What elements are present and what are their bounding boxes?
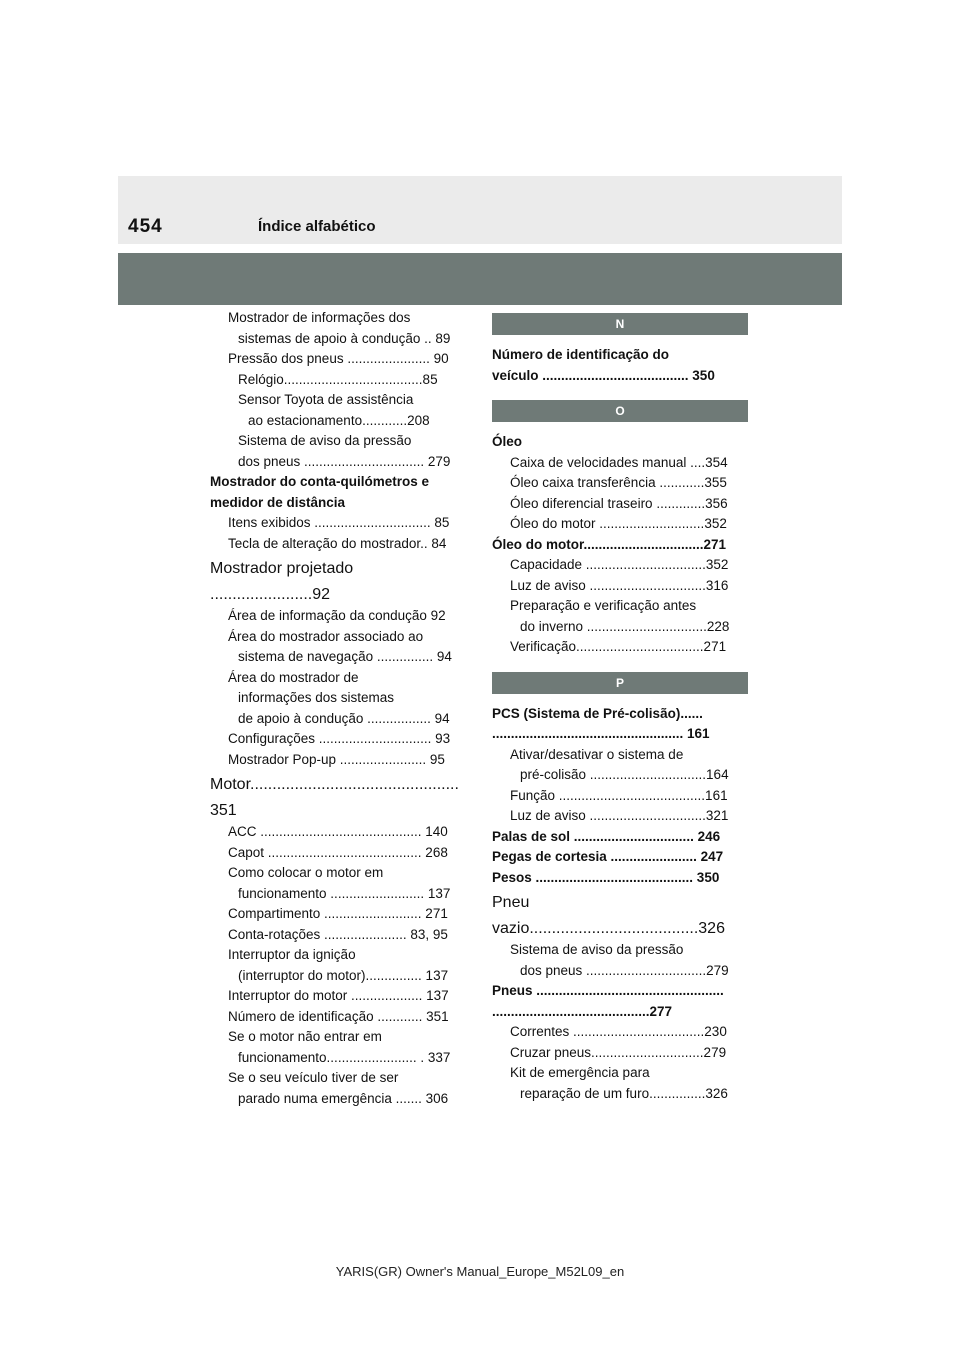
letter-section-banner: O — [492, 400, 748, 422]
index-entry: informações dos sistemas — [238, 690, 395, 705]
section-title: Índice alfabético — [258, 218, 376, 235]
index-column-right — [492, 308, 748, 1104]
index-entry: Mostrador Pop-up ....................... 95 — [228, 751, 445, 767]
index-entry: Sensor Toyota de assistência — [238, 392, 414, 407]
index-heading: Óleo do motor................................271 — [492, 536, 727, 552]
index-heading: Pesos .......................................... 350 — [492, 869, 720, 885]
index-entry: Pressão dos pneus ...................... 90 — [228, 351, 449, 366]
index-entry: Óleo diferencial traseiro .............356 — [510, 495, 728, 511]
index-entry: Área do mostrador associado ao — [228, 628, 424, 644]
index-column-left — [210, 308, 464, 1109]
index-entry: Kit de emergência para — [510, 1065, 650, 1080]
index-entry: Verificação..................................271 — [510, 639, 727, 654]
index-heading: Pneus .................................................. — [492, 983, 724, 998]
index-entry: ao estacionamento............208 — [248, 412, 430, 428]
index-heading: Motor............................................... — [210, 776, 459, 793]
index-heading: Óleo — [492, 434, 523, 449]
index-entry: Se o seu veículo tiver de ser — [228, 1070, 399, 1085]
index-entry: pré-colisão ...............................164 — [520, 767, 729, 782]
index-entry: Tecla de alteração do mostrador.. 84 — [228, 535, 447, 551]
index-entry: funcionamento ......................... 137 — [238, 885, 451, 901]
index-entry: (interruptor do motor)............... 137 — [238, 967, 449, 983]
index-entry: reparação de um furo...............326 — [520, 1085, 728, 1101]
index-entry: Se o motor não entrar em — [228, 1029, 382, 1044]
index-entry: Itens exibidos ............................... 85 — [228, 515, 450, 530]
letter-section-banner: N — [492, 313, 748, 335]
index-heading: Número de identificação do — [492, 347, 670, 362]
index-heading: PCS (Sistema de Pré-colisão)...... — [492, 705, 703, 721]
index-entry: Função .......................................161 — [510, 787, 728, 803]
index-heading: Mostrador do conta-quilómetros e — [210, 474, 430, 489]
index-entry: sistemas de apoio à condução .. 89 — [238, 330, 451, 346]
index-entry: ACC ........................................... 140 — [228, 824, 448, 839]
index-entry: Capacidade ................................352 — [510, 557, 729, 572]
index-heading: vazio......................................326 — [492, 920, 725, 937]
letter-section-banner: P — [492, 672, 748, 694]
index-entry: Sistema de aviso da pressão — [510, 942, 684, 957]
index-entry: dos pneus ................................ 279 — [238, 453, 451, 469]
index-heading: ................................................... 161 — [492, 726, 710, 741]
index-entry: Interruptor da ignição — [228, 947, 356, 962]
index-entry: sistema de navegação ............... 94 — [238, 649, 452, 664]
index-heading: medidor de distância — [210, 494, 346, 510]
index-entry: Número de identificação ............ 351 — [228, 1008, 449, 1024]
index-entry: Luz de aviso ...............................321 — [510, 808, 729, 823]
index-entry: Interruptor do motor ................... 137 — [228, 988, 449, 1003]
index-entry: Compartimento .......................... 271 — [228, 906, 448, 921]
index-entry: do inverno ................................228 — [520, 618, 730, 634]
index-heading: Mostrador projetado — [210, 560, 354, 577]
index-entry: Sistema de aviso da pressão — [238, 433, 412, 448]
index-entry: Área do mostrador de — [228, 669, 359, 685]
index-entry: Caixa de velocidades manual ....354 — [510, 454, 728, 470]
index-entry: Conta-rotações ...................... 83, 95 — [228, 926, 448, 942]
index-entry: Ativar/desativar o sistema de — [510, 746, 684, 762]
index-entry: Óleo caixa transferência ............355 — [510, 475, 727, 490]
page-number: 454 — [128, 216, 163, 237]
header-band — [118, 253, 842, 305]
index-entry: funcionamento........................ . 337 — [238, 1049, 451, 1065]
index-entry: Relógio.....................................85 — [238, 371, 438, 387]
index-entry: Configurações .............................. 93 — [228, 731, 451, 746]
index-entry: Como colocar o motor em — [228, 865, 384, 880]
index-entry: parado numa emergência ....... 306 — [238, 1090, 449, 1106]
index-entry: Correntes ...................................230 — [510, 1024, 727, 1039]
index-entry: dos pneus ................................279 — [520, 962, 729, 978]
index-heading: 351 — [210, 802, 237, 819]
index-entry: Mostrador de informações dos — [228, 310, 411, 325]
index-entry: Capot ......................................... 268 — [228, 844, 448, 860]
index-heading: .......................92 — [210, 586, 331, 603]
header-bar — [118, 176, 842, 244]
index-heading: veículo ....................................... 350 — [492, 367, 715, 383]
index-heading: Pneu — [492, 894, 530, 911]
index-entry: Preparação e verificação antes — [510, 598, 697, 613]
index-entry: Luz de aviso ...............................316 — [510, 577, 729, 593]
index-entry: Óleo do motor ............................352 — [510, 516, 727, 531]
index-entry: Área de informação da condução 92 — [228, 608, 446, 623]
index-heading: Pegas de cortesia ....................... 247 — [492, 849, 724, 864]
footer-text: YARIS(GR) Owner's Manual_Europe_M52L09_en — [335, 1264, 625, 1279]
index-heading: Palas de sol ................................ 246 — [492, 828, 721, 844]
index-entry: de apoio à condução ................. 94 — [238, 710, 450, 726]
index-heading: ..........................................277 — [492, 1003, 673, 1019]
index-entry: Cruzar pneus..............................279 — [510, 1044, 727, 1060]
